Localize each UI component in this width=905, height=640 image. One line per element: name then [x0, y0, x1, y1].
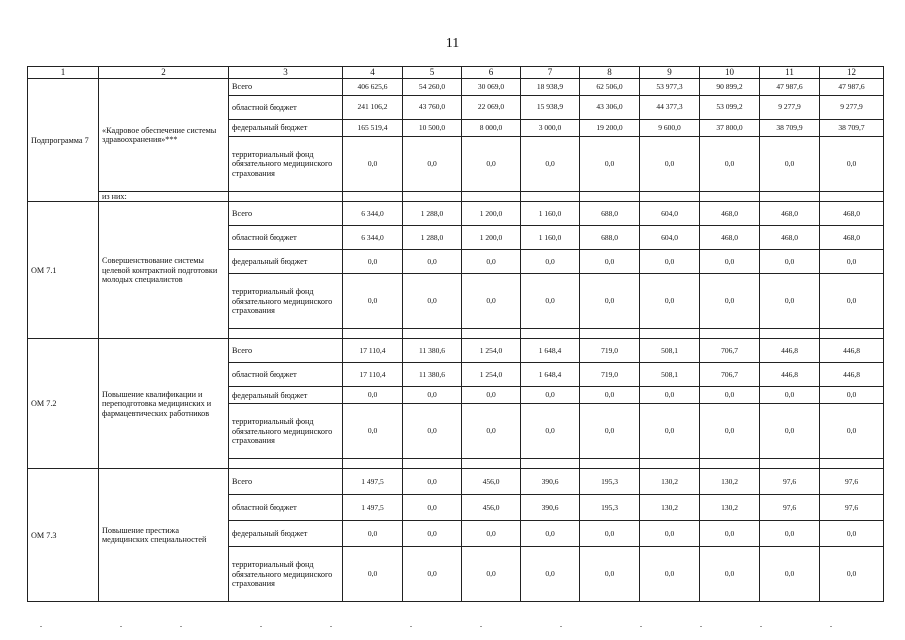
value-cell: 0,0: [640, 137, 700, 192]
value-cell: 508,1: [640, 363, 700, 387]
value-cell: 468,0: [820, 226, 884, 250]
empty-cell: [403, 459, 462, 469]
empty-cell: [403, 329, 462, 339]
scan-dot: [410, 626, 412, 627]
value-cell: 0,0: [580, 521, 640, 547]
value-cell: 0,0: [521, 404, 580, 459]
value-cell: 11 380,6: [403, 363, 462, 387]
header-cell: 5: [403, 67, 462, 79]
funding-source: Всего: [229, 469, 343, 495]
value-cell: 0,0: [580, 137, 640, 192]
value-cell: 456,0: [462, 469, 521, 495]
value-cell: 38 709,7: [820, 120, 884, 137]
value-cell: 0,0: [700, 547, 760, 602]
program-id: ОМ 7.2: [28, 339, 99, 469]
page-number: 11: [445, 36, 460, 51]
empty-cell: [229, 329, 343, 339]
value-cell: 0,0: [640, 274, 700, 329]
value-cell: 468,0: [700, 202, 760, 226]
value-cell: 10 500,0: [403, 120, 462, 137]
value-cell: 0,0: [700, 404, 760, 459]
value-cell: 0,0: [403, 469, 462, 495]
program-name: «Кадровое обеспечение системы здравоохранения»***: [99, 79, 229, 192]
value-cell: 90 899,2: [700, 79, 760, 96]
funding-source: федеральный бюджет: [229, 250, 343, 274]
funding-source: федеральный бюджет: [229, 120, 343, 137]
scan-dot: [760, 626, 762, 627]
empty-cell: [640, 192, 700, 202]
value-cell: 0,0: [640, 250, 700, 274]
value-cell: 719,0: [580, 363, 640, 387]
value-cell: 0,0: [343, 137, 403, 192]
value-cell: 468,0: [760, 202, 820, 226]
program-id: ОМ 7.3: [28, 469, 99, 602]
empty-cell: [521, 192, 580, 202]
value-cell: 0,0: [760, 521, 820, 547]
value-cell: 0,0: [820, 274, 884, 329]
budget-table: [27, 66, 884, 602]
table-row: [28, 79, 884, 96]
value-cell: 15 938,9: [521, 96, 580, 120]
value-cell: 195,3: [580, 495, 640, 521]
value-cell: 390,6: [521, 469, 580, 495]
value-cell: 9 600,0: [640, 120, 700, 137]
table-row: [28, 192, 884, 202]
value-cell: 1 254,0: [462, 363, 521, 387]
value-cell: 22 069,0: [462, 96, 521, 120]
value-cell: 130,2: [640, 495, 700, 521]
funding-source: областной бюджет: [229, 495, 343, 521]
value-cell: 0,0: [760, 387, 820, 404]
value-cell: 47 987,6: [760, 79, 820, 96]
value-cell: 0,0: [760, 274, 820, 329]
value-cell: 0,0: [700, 274, 760, 329]
funding-source: федеральный бюджет: [229, 521, 343, 547]
scan-dot: [640, 626, 642, 627]
empty-cell: [521, 459, 580, 469]
value-cell: 0,0: [343, 274, 403, 329]
empty-cell: [580, 459, 640, 469]
value-cell: 468,0: [760, 226, 820, 250]
scan-dot: [180, 626, 182, 627]
value-cell: 0,0: [640, 387, 700, 404]
scan-dot: [120, 626, 122, 627]
value-cell: 446,8: [820, 339, 884, 363]
value-cell: 37 800,0: [700, 120, 760, 137]
value-cell: 688,0: [580, 226, 640, 250]
value-cell: 0,0: [760, 404, 820, 459]
value-cell: 97,6: [760, 495, 820, 521]
value-cell: 53 099,2: [700, 96, 760, 120]
value-cell: 604,0: [640, 202, 700, 226]
scan-dot: [480, 626, 482, 627]
value-cell: 62 506,0: [580, 79, 640, 96]
value-cell: 706,7: [700, 339, 760, 363]
value-cell: 0,0: [820, 404, 884, 459]
value-cell: 165 519,4: [343, 120, 403, 137]
value-cell: 38 709,9: [760, 120, 820, 137]
value-cell: 0,0: [521, 521, 580, 547]
empty-cell: [760, 459, 820, 469]
value-cell: 456,0: [462, 495, 521, 521]
value-cell: 0,0: [462, 250, 521, 274]
value-cell: 0,0: [820, 387, 884, 404]
empty-cell: [820, 192, 884, 202]
empty-cell: [640, 329, 700, 339]
value-cell: 0,0: [462, 404, 521, 459]
value-cell: 0,0: [521, 547, 580, 602]
value-cell: 1 254,0: [462, 339, 521, 363]
value-cell: 43 306,0: [580, 96, 640, 120]
value-cell: 0,0: [343, 387, 403, 404]
value-cell: 0,0: [343, 404, 403, 459]
program-id: ОМ 7.1: [28, 202, 99, 339]
program-name: Повышение престижа медицинских специальностей: [99, 469, 229, 602]
empty-cell: [343, 192, 403, 202]
value-cell: 130,2: [700, 495, 760, 521]
value-cell: 0,0: [580, 250, 640, 274]
value-cell: 719,0: [580, 339, 640, 363]
value-cell: 1 160,0: [521, 202, 580, 226]
value-cell: 0,0: [403, 495, 462, 521]
empty-cell: [403, 192, 462, 202]
value-cell: 195,3: [580, 469, 640, 495]
value-cell: 0,0: [580, 547, 640, 602]
empty-cell: [343, 329, 403, 339]
value-cell: 19 200,0: [580, 120, 640, 137]
table-row: [28, 202, 884, 226]
empty-cell: [521, 329, 580, 339]
value-cell: 446,8: [820, 363, 884, 387]
header-cell: 11: [760, 67, 820, 79]
value-cell: 604,0: [640, 226, 700, 250]
value-cell: 446,8: [760, 339, 820, 363]
empty-cell: [760, 192, 820, 202]
value-cell: 1 288,0: [403, 226, 462, 250]
header-cell: 2: [99, 67, 229, 79]
value-cell: 0,0: [760, 137, 820, 192]
value-cell: 0,0: [462, 137, 521, 192]
header-cell: 10: [700, 67, 760, 79]
empty-cell: [462, 459, 521, 469]
funding-source: территориальный фонд обязательного медицинского страхования: [229, 547, 343, 602]
value-cell: 0,0: [640, 547, 700, 602]
value-cell: 0,0: [403, 274, 462, 329]
funding-source: Всего: [229, 339, 343, 363]
header-cell: 8: [580, 67, 640, 79]
funding-source: областной бюджет: [229, 226, 343, 250]
value-cell: 0,0: [640, 404, 700, 459]
value-cell: 0,0: [760, 547, 820, 602]
value-cell: 0,0: [820, 137, 884, 192]
value-cell: 446,8: [760, 363, 820, 387]
table-row: [28, 339, 884, 363]
value-cell: 0,0: [403, 547, 462, 602]
value-cell: 508,1: [640, 339, 700, 363]
header-cell: 1: [28, 67, 99, 79]
empty-cell: [700, 459, 760, 469]
scan-dot: [830, 626, 832, 627]
empty-cell: [640, 459, 700, 469]
value-cell: 1 497,5: [343, 469, 403, 495]
value-cell: 0,0: [820, 521, 884, 547]
funding-source: областной бюджет: [229, 96, 343, 120]
scan-artifacts: [0, 626, 905, 630]
value-cell: 241 106,2: [343, 96, 403, 120]
subitems-note: из них:: [99, 192, 229, 202]
funding-source: федеральный бюджет: [229, 387, 343, 404]
value-cell: 0,0: [700, 137, 760, 192]
value-cell: 0,0: [462, 521, 521, 547]
value-cell: 0,0: [343, 521, 403, 547]
header-cell: 4: [343, 67, 403, 79]
value-cell: 97,6: [820, 469, 884, 495]
value-cell: 6 344,0: [343, 202, 403, 226]
value-cell: 9 277,9: [760, 96, 820, 120]
value-cell: 0,0: [403, 404, 462, 459]
value-cell: 1 648,4: [521, 339, 580, 363]
value-cell: 0,0: [403, 250, 462, 274]
funding-source: Всего: [229, 79, 343, 96]
empty-cell: [820, 459, 884, 469]
value-cell: 0,0: [521, 274, 580, 329]
value-cell: 47 987,6: [820, 79, 884, 96]
scan-dot: [700, 626, 702, 627]
program-id: Подпрограмма 7: [28, 79, 99, 202]
value-cell: 688,0: [580, 202, 640, 226]
value-cell: 0,0: [521, 250, 580, 274]
program-name: Повышение квалификации и переподготовка медицинских и фармацевтических работников: [99, 339, 229, 469]
value-cell: 1 160,0: [521, 226, 580, 250]
header-row: [28, 67, 884, 79]
value-cell: 0,0: [760, 250, 820, 274]
value-cell: 11 380,6: [403, 339, 462, 363]
value-cell: 0,0: [343, 250, 403, 274]
empty-cell: [760, 329, 820, 339]
value-cell: 1 200,0: [462, 226, 521, 250]
value-cell: 9 277,9: [820, 96, 884, 120]
value-cell: 43 760,0: [403, 96, 462, 120]
value-cell: 468,0: [700, 226, 760, 250]
value-cell: 1 200,0: [462, 202, 521, 226]
value-cell: 18 938,9: [521, 79, 580, 96]
table-body: [28, 79, 884, 602]
header-cell: 6: [462, 67, 521, 79]
value-cell: 0,0: [700, 250, 760, 274]
scan-dot: [330, 626, 332, 627]
value-cell: 0,0: [700, 521, 760, 547]
value-cell: 97,6: [820, 495, 884, 521]
empty-cell: [229, 192, 343, 202]
header-cell: 9: [640, 67, 700, 79]
header-cell: 12: [820, 67, 884, 79]
table-row: [28, 469, 884, 495]
value-cell: 706,7: [700, 363, 760, 387]
value-cell: 6 344,0: [343, 226, 403, 250]
value-cell: 44 377,3: [640, 96, 700, 120]
funding-source: территориальный фонд обязательного медицинского страхования: [229, 137, 343, 192]
empty-cell: [580, 192, 640, 202]
value-cell: 3 000,0: [521, 120, 580, 137]
value-cell: 130,2: [700, 469, 760, 495]
value-cell: 30 069,0: [462, 79, 521, 96]
value-cell: 468,0: [820, 202, 884, 226]
value-cell: 0,0: [521, 387, 580, 404]
header-cell: 3: [229, 67, 343, 79]
value-cell: 0,0: [343, 547, 403, 602]
empty-cell: [462, 329, 521, 339]
funding-source: территориальный фонд обязательного медицинского страхования: [229, 404, 343, 459]
empty-cell: [820, 329, 884, 339]
value-cell: 17 110,4: [343, 339, 403, 363]
value-cell: 1 648,4: [521, 363, 580, 387]
scan-dot: [260, 626, 262, 627]
empty-cell: [580, 329, 640, 339]
funding-source: территориальный фонд обязательного медицинского страхования: [229, 274, 343, 329]
value-cell: 0,0: [700, 387, 760, 404]
empty-cell: [229, 459, 343, 469]
header-cell: 7: [521, 67, 580, 79]
value-cell: 0,0: [462, 274, 521, 329]
value-cell: 390,6: [521, 495, 580, 521]
value-cell: 0,0: [521, 137, 580, 192]
empty-cell: [700, 192, 760, 202]
value-cell: 0,0: [640, 521, 700, 547]
value-cell: 0,0: [580, 404, 640, 459]
value-cell: 1 288,0: [403, 202, 462, 226]
value-cell: 0,0: [403, 521, 462, 547]
scan-dot: [40, 626, 42, 627]
value-cell: 0,0: [820, 250, 884, 274]
empty-cell: [700, 329, 760, 339]
empty-cell: [462, 192, 521, 202]
value-cell: 97,6: [760, 469, 820, 495]
value-cell: 0,0: [403, 137, 462, 192]
value-cell: 1 497,5: [343, 495, 403, 521]
value-cell: 8 000,0: [462, 120, 521, 137]
value-cell: 53 977,3: [640, 79, 700, 96]
value-cell: 17 110,4: [343, 363, 403, 387]
scan-dot: [560, 626, 562, 627]
empty-cell: [343, 459, 403, 469]
program-name: Совершенствование системы целевой контрактной подготовки молодых специалистов: [99, 202, 229, 339]
value-cell: 0,0: [462, 387, 521, 404]
value-cell: 0,0: [462, 547, 521, 602]
value-cell: 130,2: [640, 469, 700, 495]
value-cell: 0,0: [580, 274, 640, 329]
value-cell: 406 625,6: [343, 79, 403, 96]
value-cell: 0,0: [580, 387, 640, 404]
value-cell: 0,0: [820, 547, 884, 602]
value-cell: 54 260,0: [403, 79, 462, 96]
funding-source: областной бюджет: [229, 363, 343, 387]
funding-source: Всего: [229, 202, 343, 226]
value-cell: 0,0: [403, 387, 462, 404]
